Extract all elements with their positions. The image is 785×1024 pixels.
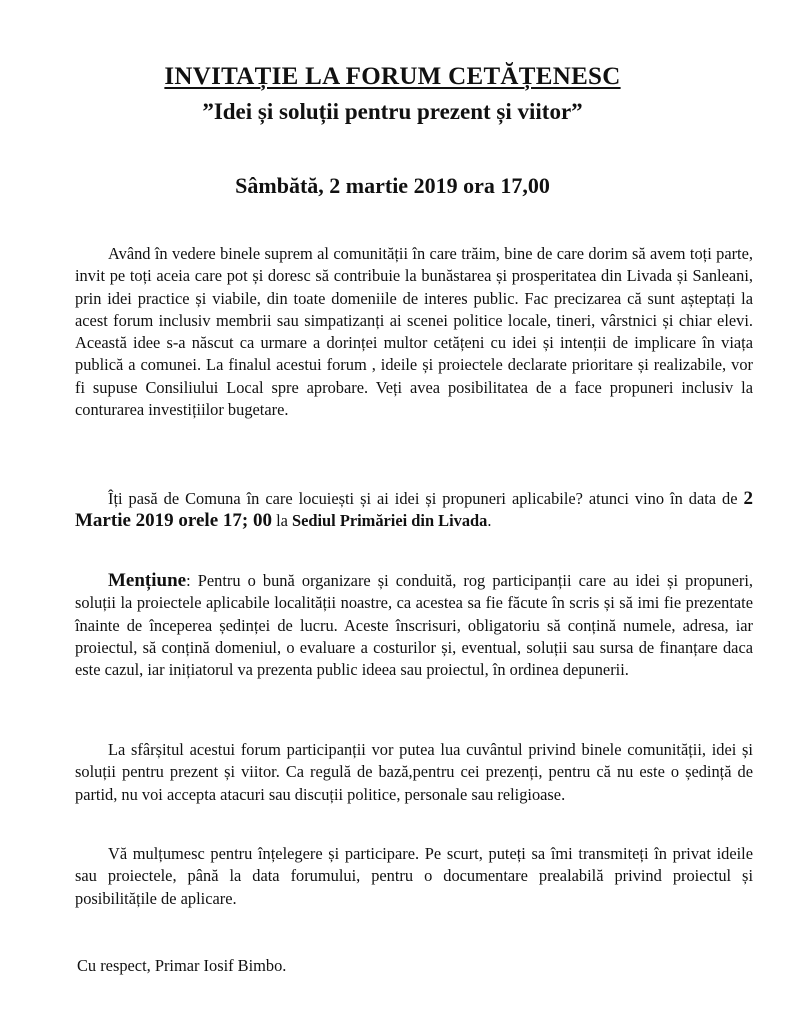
paragraph-call-to-action (75, 488, 753, 533)
paragraph-thanks: Vă mulțumesc pentru înțelegere și participare. Pe scurt, puteți sa îmi transmiteți în privat ideile sau proiectele, până la data forumului, pentru o documentare prealabilă privind proiectul și posibilitățile de aplicare. (75, 844, 753, 908)
paragraph-intro: Având în vedere binele suprem al comunității în care trăim, bine de care dorim să avem toți parte, invit pe toți aceia care pot și doresc să contribuie la bunăstarea și prosperitatea din Livada și Sanleani, prin idei practice și viabile, din toate domeniile de interes public. Fac precizarea că sunt așteptați la acest forum inclusiv membrii sau simpatizanți ai scenei politice locale, tineri, vârstnici și chiar elevi. Această idee s-a născut ca urmare a dorinței multor cetățeni cu idei și intenții de implicare în viața publică a comunei. La finalul acestui forum , ideile și proiectele declarate prioritare și realizabile, vor fi supuse Consiliului Local spre aprobare. Veți avea posibilitatea de a face propuneri inclusiv la conturarea investițiilor bugetare. (75, 244, 753, 420)
document-title: INVITAȚIE LA FORUM CETĂȚENESC (164, 63, 621, 90)
call-to-action-end: . (487, 511, 492, 531)
paragraph-mention (75, 570, 753, 681)
meeting-date-time: 2 Martie 2019 orele 17; 00 (75, 488, 753, 532)
mention-text: : Pentru o bună organizare și conduită, rog participanții care au idei și propuneri, soluții la proiectele aplicabile localității noastre, ca acestea sa fie făcute în scris și să imi fie prezentate înainte de începerea ședinței de lucru. Aceste înscrisuri, obligatoriu să conțină numele, adresa, iar proiectul, să conțină domeniul, o evaluare a costurilor și, eventual, soluții sau sursa de finanțare daca este cazul, iar inițiatorul va prezenta public ideea sau proiectul, în ordinea depunerii. (75, 571, 753, 680)
signature: Cu respect, Primar Iosif Bimbo. (77, 956, 287, 975)
call-to-action-text: Îți pasă de Comuna în care locuiești și ai idei și propuneri aplicabile? atunci vino în data de (108, 489, 744, 508)
call-to-action-connector: la (271, 511, 292, 531)
meeting-location: Sediul Primăriei din Livada (292, 511, 488, 531)
paragraph-rules: La sfârșitul acestui forum participanții vor putea lua cuvântul privind binele comunității, idei și soluții pentru prezent și viitor. Ca regulă de bază,pentru cei prezenți, pentru că nu este o ședință de partid, nu voi accepta atacuri sau discuții politice, personale sau religioase. (75, 740, 753, 804)
document-subtitle: ”Idei și soluții pentru prezent și viitor” (202, 99, 583, 124)
mention-label: Mențiune (108, 570, 187, 591)
event-date: Sâmbătă, 2 martie 2019 ora 17,00 (235, 173, 550, 198)
